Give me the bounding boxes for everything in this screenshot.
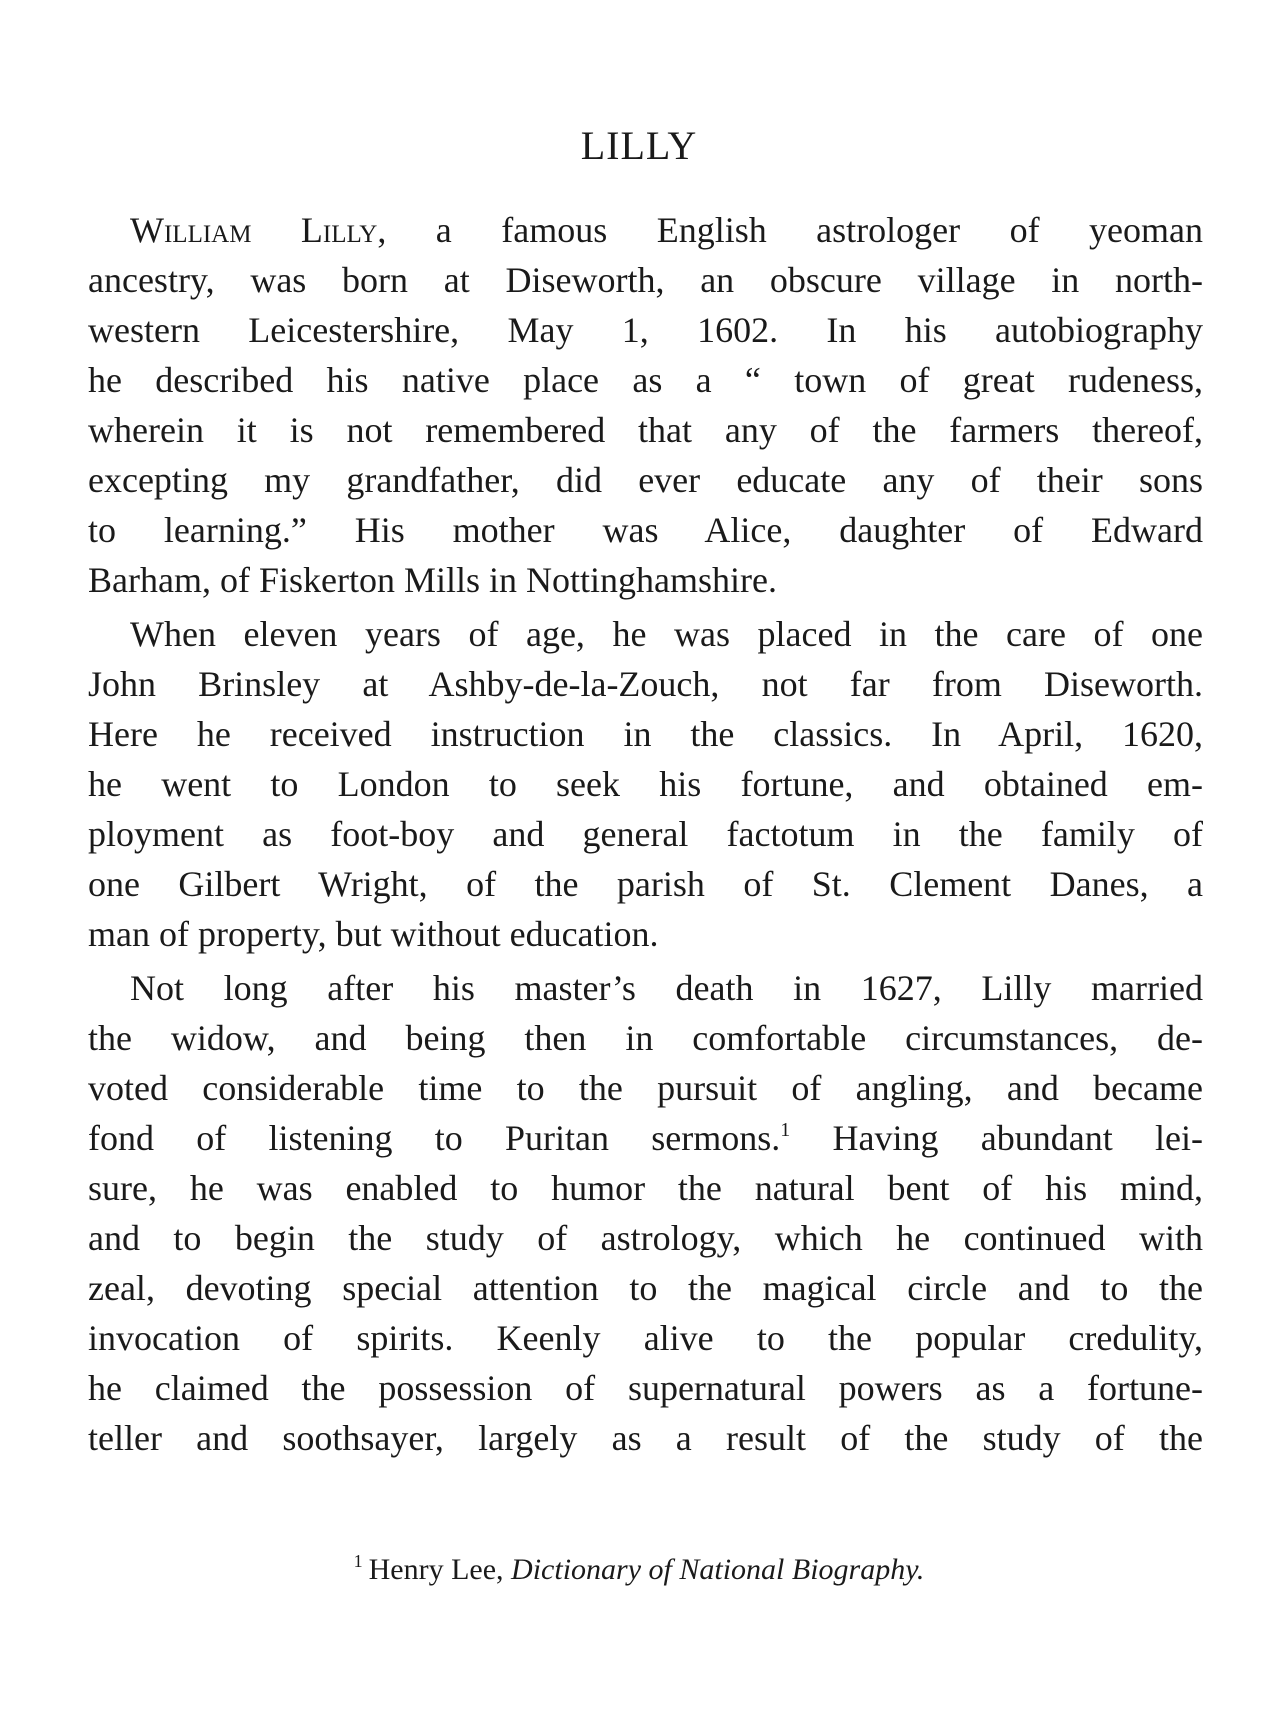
text-line: wherein it is not remembered that any of the farmers thereof,: [88, 410, 1203, 450]
paragraph-1: [88, 205, 1203, 605]
text-line: and to begin the study of astrology, which he continued with: [88, 1218, 1203, 1258]
footnote: [0, 1553, 1278, 1587]
text-line: he went to London to seek his fortune, and obtained em-: [88, 764, 1203, 804]
paragraph-3: [88, 963, 1203, 1463]
text-line: the widow, and being then in comfortable circumstances, de-: [88, 1018, 1203, 1058]
footnote-author: Henry Lee,: [368, 1553, 504, 1586]
text-line: When eleven years of age, he was placed in the care of one: [130, 614, 1203, 654]
name-smallcaps: William Lilly: [130, 210, 378, 250]
text-line: ployment as foot-boy and general factotum in the family of: [88, 814, 1203, 854]
text-line: Barham, of Fiskerton Mills in Nottinghamshire.: [88, 560, 777, 600]
text-line: teller and soothsayer, largely as a result of the study of the: [88, 1418, 1203, 1458]
text-line: William Lilly, a famous English astrologer of yeoman: [130, 210, 1203, 250]
text-line: Here he received instruction in the classics. In April, 1620,: [88, 714, 1203, 754]
text-line: invocation of spirits. Keenly alive to the popular credulity,: [88, 1318, 1203, 1358]
text-line: ancestry, was born at Diseworth, an obscure village in north-: [88, 260, 1203, 300]
footnote-marker: 1: [780, 1119, 791, 1141]
text-line: fond of listening to Puritan sermons.$^1$ Having abundant lei-: [88, 1118, 1203, 1158]
text-line: he described his native place as a “ town of great rudeness,: [88, 360, 1203, 400]
text-line: John Brinsley at Ashby-de-la-Zouch, not far from Diseworth.: [88, 664, 1203, 704]
text-line: western Leicestershire, May 1, 1602. In his autobiography: [88, 310, 1203, 350]
text-line: he claimed the possession of supernatural powers as a fortune-: [88, 1368, 1203, 1408]
body-text: [88, 205, 1203, 1467]
text-line: one Gilbert Wright, of the parish of St. Clement Danes, a: [88, 864, 1203, 904]
text-line: excepting my grandfather, did ever educate any of their sons: [88, 460, 1203, 500]
text-line: man of property, but without education.: [88, 914, 659, 954]
page-title: LILLY: [580, 123, 698, 168]
paragraph-2: [88, 609, 1203, 959]
text-line: zeal, devoting special attention to the magical circle and to the: [88, 1268, 1203, 1308]
text-line: Not long after his master’s death in 1627, Lilly married: [130, 968, 1203, 1008]
text-line: to learning.” His mother was Alice, daughter of Edward: [88, 510, 1203, 550]
footnote-number: 1: [353, 1551, 363, 1571]
text-line: sure, he was enabled to humor the natural bent of his mind,: [88, 1168, 1203, 1208]
footnote-work: Dictionary of National Biography.: [511, 1553, 925, 1586]
text-line: voted considerable time to the pursuit of angling, and became: [88, 1068, 1203, 1108]
